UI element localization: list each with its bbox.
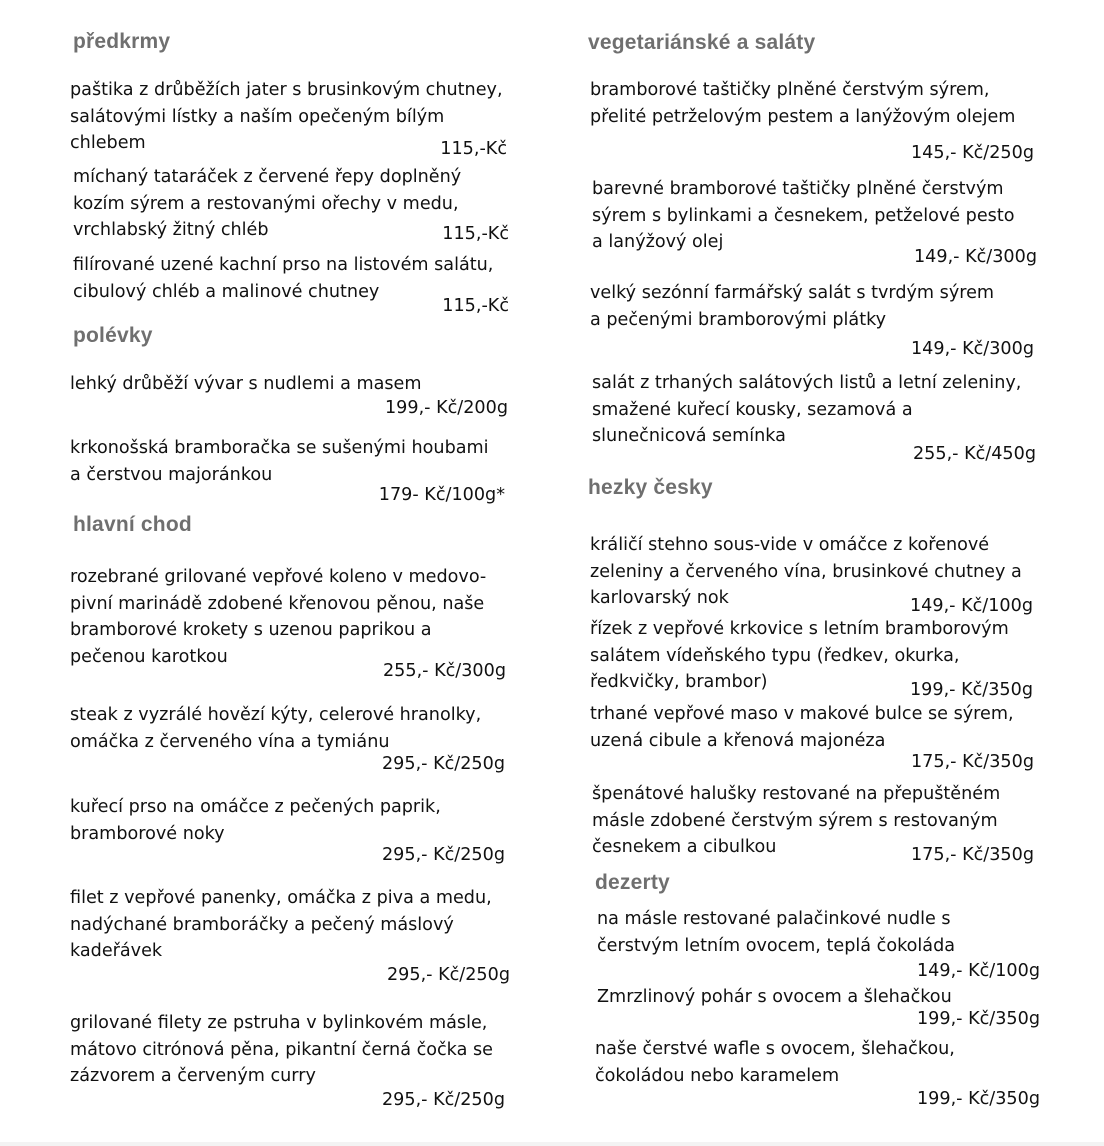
dish-description: kuřecí prso na omáčce z pečených paprik, bramborové noky: [70, 797, 441, 844]
dish-price: 149,- Kč/100g: [916, 961, 1040, 981]
dish-description: špenátové halušky restované na přepuštěném másle zdobené čerstvým sýrem s restovaným česnekem a cibulkou: [592, 784, 1001, 857]
dish-description: králičí stehno sous-vide v omáčce z kořenové zeleniny a červeného vína, brusinkové chutney a karlovarský nok: [590, 535, 1022, 608]
dish-description: Zmrzlinový pohár s ovocem a šlehačkou: [597, 987, 952, 1007]
dish-price: 115,-Kč: [442, 224, 509, 244]
dish-price: 149,- Kč/300g: [913, 247, 1037, 267]
dish-price: 175,- Kč/350g: [910, 752, 1034, 772]
dish-price: 145,- Kč/250g: [910, 143, 1034, 163]
dish-description: krkonošská bramboračka se sušenými houbami a čerstvou majoránkou: [70, 438, 489, 485]
dish-description: řízek z vepřové krkovice s letním bramborovým salátem vídeňského typu (ředkev, okurka, ředkvičky, brambor): [590, 619, 1009, 692]
section-title-polevky: polévky: [73, 324, 153, 347]
dish-price: 295,- Kč/250g: [381, 754, 505, 774]
dish-description: míchaný tataráček z červené řepy doplněný kozím sýrem a restovanými ořechy v medu, vrchlabský žitný chléb: [73, 167, 462, 240]
dish-description: velký sezónní farmářský salát s tvrdým sýrem a pečenými bramborovými plátky: [590, 283, 995, 330]
section-title-predkrmy: předkrmy: [73, 30, 171, 53]
dish-price: 295,- Kč/250g: [386, 965, 510, 985]
dish-description: grilované filety ze pstruha v bylinkovém másle, mátovo citrónová pěna, pikantní černá čočka se zázvorem a červeným curry: [70, 1013, 493, 1086]
dish-description: filet z vepřové panenky, omáčka z piva a medu, nadýchané bramboráčky a pečený máslový kadeřávek: [70, 888, 492, 961]
dish-description: paštika z drůběžích jater s brusinkovým chutney, salátovými lístky a naším opečeným bílým chlebem: [70, 80, 503, 153]
dish-price: 115,-Kč: [440, 139, 507, 159]
section-title-hezky-cesky: hezky česky: [588, 476, 713, 499]
dish-price: 255,- Kč/300g: [382, 661, 506, 681]
dish-price: 115,-Kč: [442, 296, 509, 316]
dish-price: 199,- Kč/200g: [384, 398, 508, 418]
dish-price: 199,- Kč/350g: [916, 1089, 1040, 1109]
dish-description: na másle restované palačinkové nudle s čerstvým letním ovocem, teplá čokoláda: [597, 909, 956, 956]
dish-price: 295,- Kč/250g: [381, 845, 505, 865]
dish-description: steak z vyzrálé hovězí kýty, celerové hranolky, omáčka z červeného vína a tymiánu: [70, 705, 482, 752]
dish-description: rozebrané grilované vepřové koleno v medovo- pivní marinádě zdobené křenovou pěnou, naše bramborové krokety s uzenou paprikou a pečenou karotkou: [70, 567, 487, 667]
dish-price: 149,- Kč/100g: [909, 596, 1033, 616]
section-title-vegetarianske: vegetariánské a saláty: [588, 31, 816, 54]
dish-description: bramborové taštičky plněné čerstvým sýrem, přelité petrželovým pestem a lanýžovým olejem: [590, 80, 1016, 127]
dish-description: naše čerstvé wafle s ovocem, šlehačkou, čokoládou nebo karamelem: [595, 1039, 955, 1086]
dish-description: barevné bramborové taštičky plněné čerstvým sýrem s bylinkami a česnekem, petželové pesto a lanýžový olej: [592, 179, 1015, 252]
dish-price: 199,- Kč/350g: [909, 680, 1033, 700]
dish-description: lehký drůběží vývar s nudlemi a masem: [70, 374, 422, 394]
dish-description: filírované uzené kachní prso na listovém salátu, cibulový chléb a malinové chutney: [73, 255, 494, 302]
section-title-hlavni-chod: hlavní chod: [73, 513, 192, 536]
dish-price: 255,- Kč/450g: [912, 444, 1036, 464]
dish-price: 179- Kč/100g*: [378, 485, 505, 505]
dish-description: salát z trhaných salátových listů a letní zeleniny, smažené kuřecí kousky, sezamová a slunečnicová semínka: [592, 373, 1022, 446]
dish-price: 295,- Kč/250g: [381, 1090, 505, 1110]
dish-price: 199,- Kč/350g: [916, 1009, 1040, 1029]
section-title-dezerty: dezerty: [595, 871, 670, 894]
dish-price: 175,- Kč/350g: [910, 845, 1034, 865]
dish-description: trhané vepřové maso v makové bulce se sýrem, uzená cibule a křenová majonéza: [590, 704, 1014, 751]
dish-price: 149,- Kč/300g: [910, 339, 1034, 359]
